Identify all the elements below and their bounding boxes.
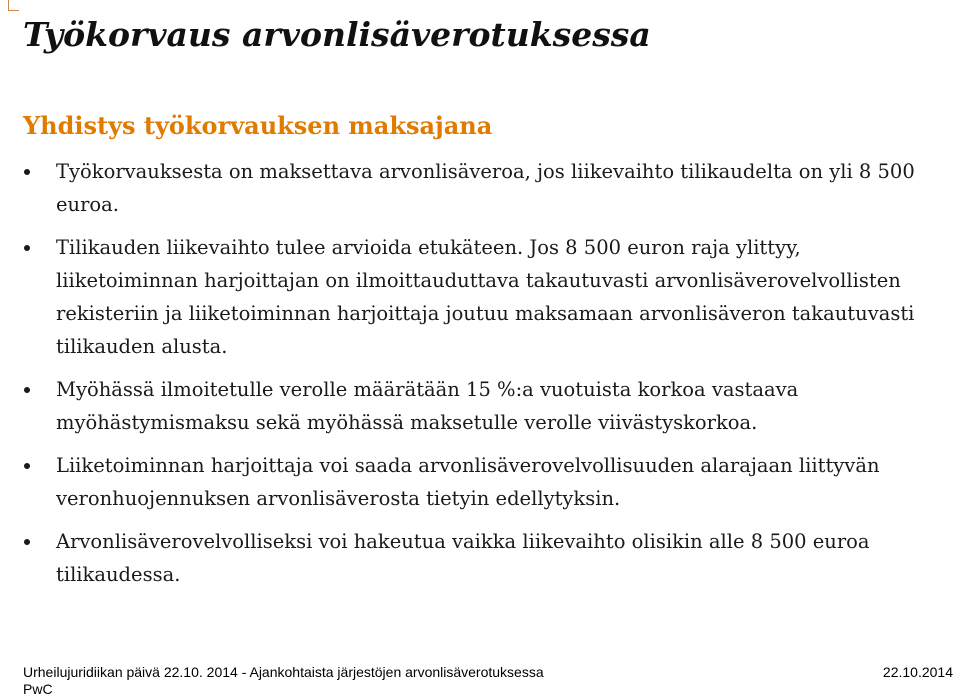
bullet-list: [22, 155, 947, 601]
bullet-dot-icon: [24, 539, 30, 545]
bullet-item: [22, 231, 947, 363]
section-subheading: Yhdistys työkorvauksen maksajana: [23, 111, 493, 140]
footer-brand: PwC: [23, 681, 53, 697]
bullet-dot-icon: [24, 169, 30, 175]
bullet-dot-icon: [24, 245, 30, 251]
bullet-text: Myöhässä ilmoitetulle verolle määrätään 15 %:a vuotuista korkoa vastaava myöhästymismaksu sekä myöhässä maksetulle verolle viivästyskorkoa.: [56, 378, 799, 434]
bullet-item: [22, 449, 947, 515]
bullet-dot-icon: [24, 463, 30, 469]
slide-title: Työkorvaus arvonlisäverotuksessa: [23, 15, 651, 54]
bullet-dot-icon: [24, 387, 30, 393]
corner-mark: [8, 0, 19, 11]
footer-date: 22.10.2014: [882, 664, 953, 680]
bullet-text: Tilikauden liikevaihto tulee arvioida etukäteen. Jos 8 500 euron raja ylittyy, liiketoiminnan harjoittajan on ilmoittauduttava takautuvasti arvonlisäverovelvollisten rekisteriin ja liiketoiminnan harjoittaja joutuu maksamaan arvonlisäveron takautuvasti tilikauden alusta.: [56, 236, 915, 358]
bullet-item: [22, 373, 947, 439]
bullet-text: Liiketoiminnan harjoittaja voi saada arvonlisäverovelvollisuuden alarajaan liittyvän veronhuojennuksen arvonlisäverosta tietyin edellytyksin.: [56, 454, 880, 510]
bullet-text: Työkorvauksesta on maksettava arvonlisäveroa, jos liikevaihto tilikaudelta on yli 8 500 euroa.: [56, 160, 915, 216]
bullet-text: Arvonlisäverovelvolliseksi voi hakeutua vaikka liikevaihto olisikin alle 8 500 euroa tilikaudessa.: [56, 530, 870, 586]
bullet-item: [22, 525, 947, 591]
footer-event: Urheilujuridiikan päivä 22.10. 2014 - Ajankohtaista järjestöjen arvonlisäverotuksessa: [23, 664, 544, 680]
bullet-item: [22, 155, 947, 221]
